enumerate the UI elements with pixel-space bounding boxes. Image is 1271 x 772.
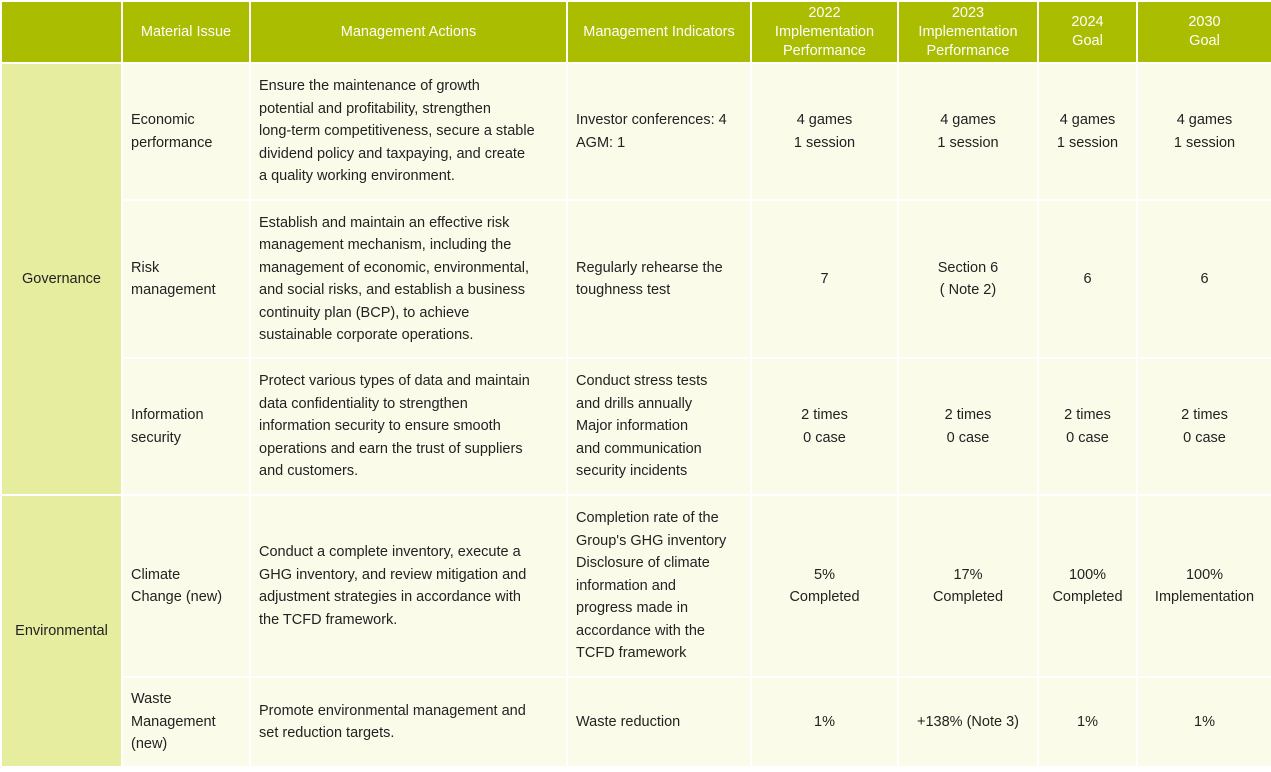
cell-line: Economic — [131, 112, 195, 128]
performance-2023-cell — [898, 63, 1038, 200]
cell-line: Completed — [789, 589, 860, 605]
goal-2030-cell — [1137, 677, 1271, 767]
cell-line: security — [131, 429, 181, 446]
header-line: Implementation — [774, 23, 875, 40]
material-issue-cell — [122, 495, 250, 677]
cell-line: GHG inventory, and review mitigation and — [259, 566, 527, 583]
cell-line: information security to ensure smooth — [259, 418, 501, 435]
header-line: 2023 — [951, 4, 985, 21]
cell-line: Waste — [131, 691, 172, 708]
cell-line: a quality working environment. — [259, 168, 455, 185]
material-issue-cell — [122, 677, 250, 767]
cell-line: 1 session — [937, 134, 999, 151]
cell-line: Ensure the maintenance of growth — [259, 78, 480, 95]
cell-line: operations and earn the trust of suppliers — [259, 440, 523, 457]
cell-line: Major information — [576, 418, 689, 435]
category-governance: Governance — [1, 63, 122, 495]
cell-line: Completed — [932, 589, 1004, 605]
cell-line: ( Note 2) — [939, 282, 997, 298]
performance-2023-cell — [898, 200, 1038, 358]
header-line: 2022 — [808, 4, 841, 21]
cell-line: progress made in — [576, 600, 689, 617]
cell-line: Information — [131, 407, 204, 423]
material-issue-cell — [122, 63, 250, 200]
cell-line: Establish and maintain an effective risk — [259, 214, 510, 231]
cell-line: adjustment strategies in accordance with — [259, 589, 521, 605]
cell-line: security incidents — [576, 463, 688, 480]
header-line: Goal — [1072, 33, 1103, 49]
cell-line: Conduct stress tests — [576, 373, 708, 390]
header-material-issue: Material Issue — [122, 1, 250, 63]
management-indicators-cell — [567, 63, 751, 200]
performance-2022-cell — [751, 358, 898, 495]
performance-2023-cell — [898, 495, 1038, 677]
material-issue-cell — [122, 200, 250, 358]
management-actions-cell — [250, 358, 567, 495]
cell-line: 0 case — [1183, 429, 1226, 446]
cell-line: set reduction targets. — [259, 725, 395, 741]
cell-line: management of economic, environmental, — [259, 259, 530, 276]
management-actions-cell — [250, 63, 567, 200]
cell-line: potential and profitability, strengthen — [259, 100, 491, 117]
header-2022-performance — [751, 1, 898, 63]
cell-line: Waste reduction — [576, 713, 681, 730]
header-management-indicators: Management Indicators — [567, 1, 751, 63]
goal-2024-cell — [1038, 677, 1137, 767]
performance-2022-cell — [751, 677, 898, 767]
table-row — [1, 358, 1271, 495]
header-line: 2030 — [1188, 14, 1221, 30]
performance-2022-cell — [751, 495, 898, 677]
cell-line: Regularly rehearse the — [576, 259, 723, 276]
category-environmental: Environmental — [1, 495, 122, 767]
cell-line: 100% — [1185, 566, 1224, 583]
cell-line: 4 games — [1176, 112, 1233, 128]
cell-line: Group's GHG inventory — [576, 532, 727, 549]
cell-line: the TCFD framework. — [259, 611, 398, 628]
cell-line: 2 times — [944, 407, 992, 423]
cell-line: 7 — [820, 270, 829, 287]
cell-line: data confidentiality to strengthen — [259, 395, 468, 412]
management-indicators-cell — [567, 495, 751, 677]
cell-line: 1 session — [1056, 134, 1119, 151]
management-actions-cell — [250, 200, 567, 358]
management-indicators-cell — [567, 200, 751, 358]
cell-line: Completed — [1052, 589, 1123, 605]
cell-line: 1% — [1194, 713, 1215, 730]
cell-line: 1 session — [793, 134, 856, 151]
cell-line: Implementation — [1154, 589, 1255, 605]
cell-line: +138% (Note 3) — [917, 713, 1019, 730]
cell-line: 4 games — [940, 112, 996, 128]
goal-2030-cell — [1137, 63, 1271, 200]
cell-line: sustainable corporate operations. — [259, 327, 474, 343]
cell-line: accordance with the — [576, 622, 705, 639]
cell-line: 17% — [953, 566, 983, 583]
header-row — [1, 1, 1271, 63]
performance-2022-cell — [751, 63, 898, 200]
management-actions-cell — [250, 677, 567, 767]
cell-line: Promote environmental management and — [259, 702, 526, 719]
cell-line: Protect various types of data and maintain — [259, 373, 530, 390]
cell-line: 1% — [1077, 713, 1098, 730]
goal-2024-cell — [1038, 63, 1137, 200]
cell-line: 0 case — [946, 429, 990, 446]
cell-line: 2 times — [1181, 407, 1228, 423]
table-row — [1, 677, 1271, 767]
cell-line: Conduct a complete inventory, execute a — [259, 544, 521, 560]
cell-line: 2 times — [1064, 407, 1111, 423]
goal-2030-cell — [1137, 200, 1271, 358]
header-category — [1, 1, 122, 63]
cell-line: and drills annually — [576, 395, 693, 412]
management-indicators-cell — [567, 677, 751, 767]
management-actions-cell — [250, 495, 567, 677]
goal-2024-cell — [1038, 495, 1137, 677]
cell-line: dividend policy and taxpaying, and create — [259, 145, 526, 162]
cell-line: 6 — [1200, 270, 1209, 287]
cell-line: long-term competitiveness, secure a stable — [259, 123, 535, 140]
cell-line: 1% — [814, 713, 835, 730]
table-row — [1, 495, 1271, 677]
cell-line: and communication — [576, 440, 702, 457]
cell-line: Completion rate of the — [576, 510, 719, 527]
management-indicators-cell — [567, 358, 751, 495]
table-row — [1, 63, 1271, 200]
cell-line: 4 games — [796, 112, 853, 128]
cell-line: toughness test — [576, 282, 671, 298]
header-line: Performance — [926, 42, 1010, 59]
cell-line: 100% — [1068, 566, 1107, 583]
performance-2023-cell — [898, 358, 1038, 495]
cell-line: Risk — [131, 259, 160, 276]
header-management-actions: Management Actions — [250, 1, 567, 63]
cell-line: management mechanism, including the — [259, 237, 512, 253]
material-issue-cell — [122, 358, 250, 495]
cell-line: 5% — [814, 566, 835, 583]
cell-line: TCFD framework — [576, 645, 687, 662]
performance-2022-cell — [751, 200, 898, 358]
cell-line: 1 session — [1173, 134, 1236, 151]
cell-line: 0 case — [1066, 429, 1109, 446]
cell-line: and social risks, and establish a business — [259, 282, 525, 298]
header-2023-performance — [898, 1, 1038, 63]
goal-2024-cell — [1038, 358, 1137, 495]
header-2030-goal — [1137, 1, 1271, 63]
cell-line: Change (new) — [131, 589, 223, 605]
goal-2024-cell — [1038, 200, 1137, 358]
header-line: Implementation — [918, 23, 1018, 40]
cell-line: Management — [131, 713, 216, 730]
cell-line: 4 games — [1059, 112, 1116, 128]
table-row — [1, 200, 1271, 358]
header-line: 2024 — [1071, 14, 1104, 30]
cell-line: Disclosure of climate — [576, 555, 710, 572]
goal-2030-cell — [1137, 495, 1271, 677]
cell-line: Climate — [131, 566, 181, 583]
cell-line: AGM: 1 — [576, 134, 626, 151]
header-line: Goal — [1189, 33, 1220, 49]
performance-2023-cell — [898, 677, 1038, 767]
cell-line: (new) — [131, 736, 168, 753]
cell-line: management — [131, 282, 216, 298]
cell-line: Investor conferences: 4 — [576, 112, 727, 128]
cell-line: information and — [576, 577, 676, 594]
cell-line: continuity plan (BCP), to achieve — [259, 304, 470, 321]
header-2024-goal — [1038, 1, 1137, 63]
cell-line: 6 — [1083, 270, 1092, 287]
header-line: Performance — [782, 42, 866, 59]
cell-line: 2 times — [801, 407, 848, 423]
cell-line: and customers. — [259, 463, 359, 480]
cell-line: 0 case — [803, 429, 846, 446]
goal-2030-cell — [1137, 358, 1271, 495]
cell-line: Section 6 — [937, 259, 999, 276]
cell-line: performance — [131, 134, 213, 151]
